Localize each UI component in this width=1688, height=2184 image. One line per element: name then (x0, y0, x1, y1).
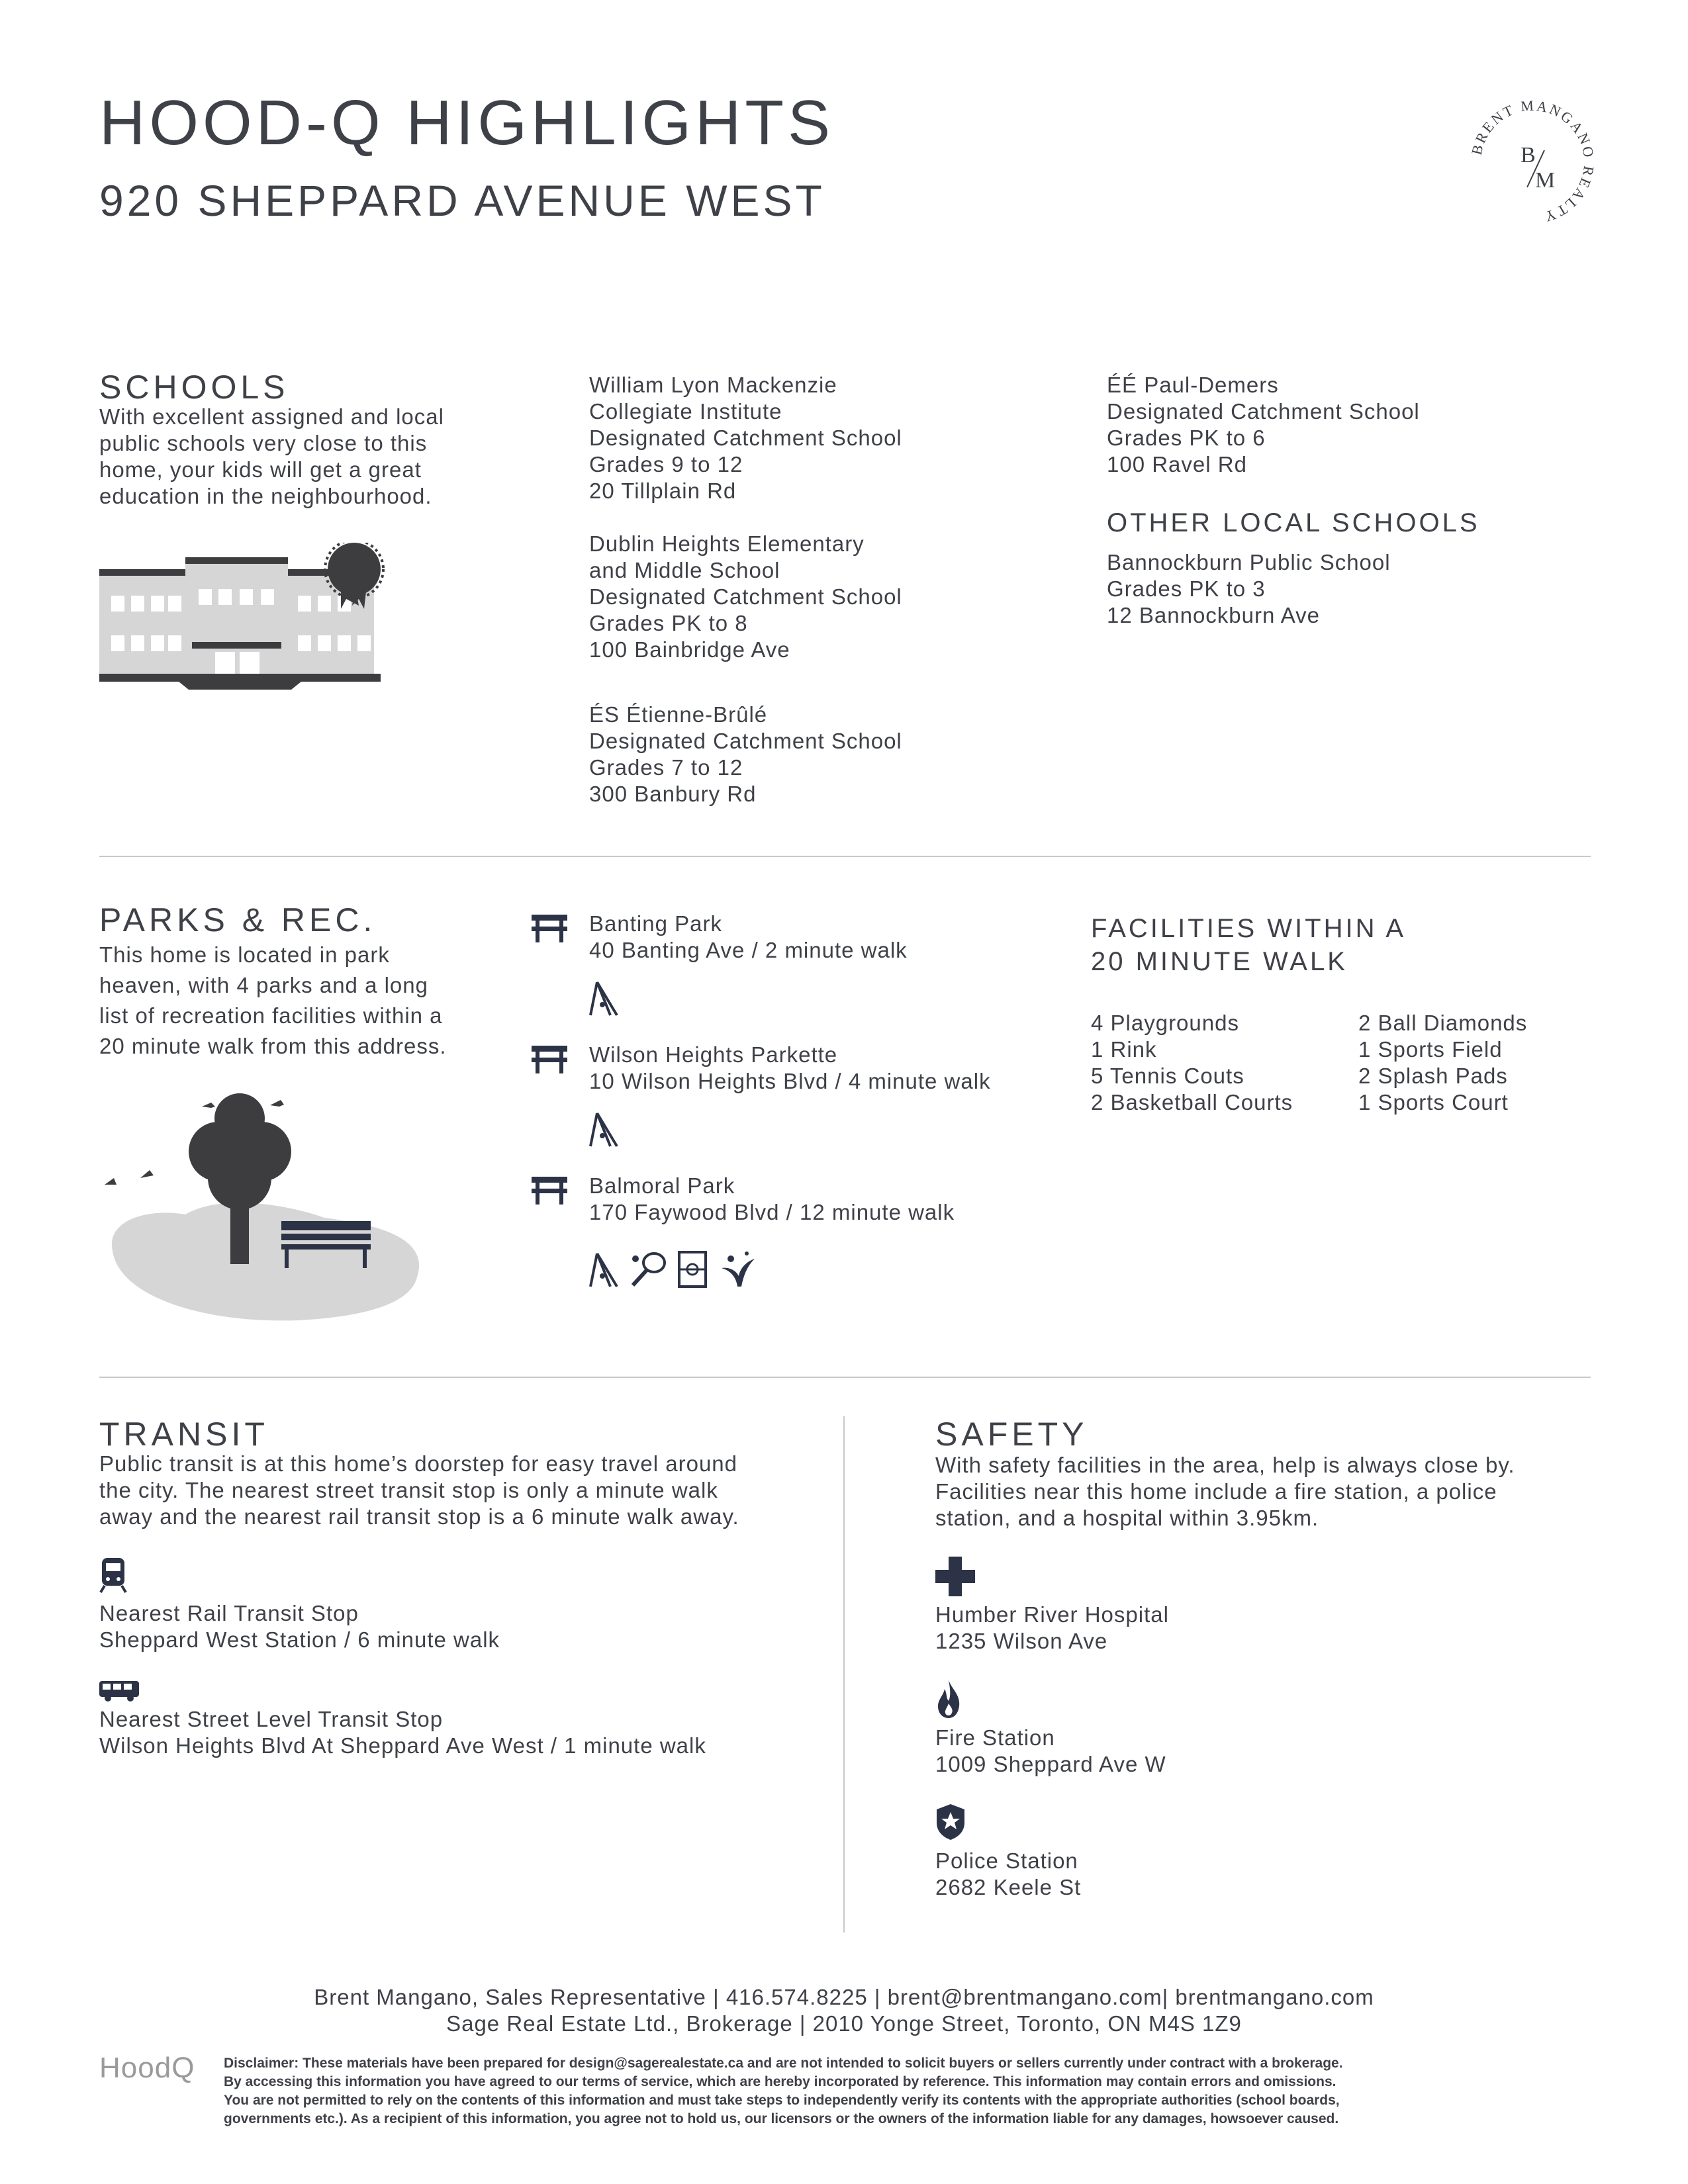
school-name-cont: and Middle School (589, 558, 780, 582)
column-divider (843, 1416, 845, 1933)
school-catchment: Designated Catchment School (589, 584, 902, 609)
safety-description (935, 1452, 1597, 1531)
rail-transit-stop (99, 1600, 500, 1653)
playground-icon (588, 1111, 620, 1148)
school-item (1107, 549, 1583, 629)
parks-description-line: list of recreation facilities within a (99, 1003, 443, 1028)
brand-logo (1466, 96, 1599, 228)
school-name: Dublin Heights Elementary (589, 531, 865, 556)
school-address: 100 Bainbridge Ave (589, 637, 790, 662)
park-detail: 10 Wilson Heights Blvd / 4 minute walk (589, 1069, 991, 1093)
school-name: Bannockburn Public School (1107, 550, 1391, 574)
fire-flame-icon (935, 1678, 962, 1719)
facility-item: 1 Sports Field (1358, 1037, 1503, 1062)
school-address: 100 Ravel Rd (1107, 452, 1247, 477)
park-detail: 170 Faywood Blvd / 12 minute walk (589, 1200, 955, 1224)
bus-icon (99, 1681, 139, 1702)
hospital-name: Humber River Hospital (935, 1602, 1169, 1627)
school-item (589, 531, 1053, 663)
rail-transit-detail: Sheppard West Station / 6 minute walk (99, 1627, 500, 1652)
street-transit-stop (99, 1706, 706, 1759)
police-badge-icon (935, 1803, 966, 1841)
picnic-table-icon (532, 1177, 567, 1205)
parks-description (99, 940, 523, 1062)
fire-station-item (935, 1725, 1166, 1778)
parks-heading: PARKS & REC. (99, 901, 377, 938)
playground-icon (588, 979, 620, 1017)
parks-description-line: 20 minute walk from this address. (99, 1034, 447, 1058)
transit-description-line: away and the nearest rail transit stop is a 6 minute walk away. (99, 1504, 739, 1529)
school-name: ÉÉ Paul-Demers (1107, 373, 1279, 397)
facility-item: 1 Rink (1091, 1037, 1157, 1062)
park-name: Wilson Heights Parkette (589, 1042, 838, 1067)
facility-item: 2 Splash Pads (1358, 1064, 1508, 1088)
picnic-table-icon (532, 1046, 567, 1073)
school-address: 300 Banbury Rd (589, 782, 757, 806)
park-name: Banting Park (589, 911, 722, 936)
school-address: 20 Tillplain Rd (589, 478, 737, 503)
logo-initial-b: B (1521, 143, 1536, 167)
park-amenities (588, 1111, 620, 1148)
hoodq-logo: HoodQ (99, 2052, 195, 2084)
police-station-item (935, 1848, 1081, 1901)
sports-field-icon (677, 1251, 708, 1288)
facility-item: 2 Ball Diamonds (1358, 1011, 1528, 1035)
tennis-icon (629, 1251, 667, 1288)
schools-description-line: education in the neighbourhood. (99, 484, 432, 508)
school-building-illustration (99, 543, 417, 702)
facility-item: 1 Sports Court (1358, 1090, 1509, 1115)
park-amenities (588, 1251, 756, 1288)
transit-description-line: the city. The nearest street transit stop is only a minute walk (99, 1478, 718, 1502)
school-catchment: Designated Catchment School (589, 426, 902, 450)
school-item (589, 702, 1053, 807)
police-station-name: Police Station (935, 1848, 1078, 1873)
hospital-cross-icon (935, 1557, 975, 1596)
facilities-list-right (1358, 1010, 1527, 1116)
school-name: William Lyon Mackenzie (589, 373, 837, 397)
hospital-item (935, 1602, 1169, 1655)
park-item (589, 1042, 991, 1095)
fire-station-address: 1009 Sheppard Ave W (935, 1752, 1166, 1776)
section-divider (99, 1377, 1591, 1378)
school-grades: Grades PK to 3 (1107, 576, 1266, 601)
schools-description (99, 404, 523, 510)
playground-icon (588, 1251, 620, 1288)
disclaimer-line: Disclaimer: These materials have been prepared for design@sagerealestate.ca and are not intended to solicit buyers or sellers currently under contract with a brokerage. (224, 2056, 1343, 2071)
page-title: HOOD-Q HIGHLIGHTS (99, 87, 835, 158)
disclaimer (224, 2054, 1594, 2128)
facilities-heading-line: FACILITIES WITHIN A (1091, 914, 1407, 943)
school-name: ÉS Étienne-Brûlé (589, 702, 768, 727)
park-item (589, 911, 908, 964)
park-item (589, 1173, 955, 1226)
safety-description-line: With safety facilities in the area, help is always close by. (935, 1453, 1515, 1477)
picnic-table-icon (532, 915, 567, 942)
transit-description-line: Public transit is at this home’s doorstep for easy travel around (99, 1451, 738, 1476)
police-station-address: 2682 Keele St (935, 1875, 1082, 1899)
school-catchment: Designated Catchment School (589, 729, 902, 753)
school-name-cont: Collegiate Institute (589, 399, 782, 424)
property-address: 920 SHEPPARD AVENUE WEST (99, 176, 825, 225)
contact-line: Brent Mangano, Sales Representative | 416.574.8225 | brent@brentmangano.com| brentmangano.com (314, 1985, 1374, 2009)
fire-station-name: Fire Station (935, 1725, 1055, 1750)
safety-heading: SAFETY (935, 1416, 1088, 1453)
facilities-list-left (1091, 1010, 1293, 1116)
disclaimer-line: You are not permitted to rely on the contents of this information and must take steps to independently verify its contents with the appropriate authorities (school boards, (224, 2093, 1340, 2108)
splash-pad-icon (718, 1251, 756, 1288)
schools-heading: SCHOOLS (99, 369, 289, 406)
school-grades: Grades 9 to 12 (589, 452, 743, 477)
school-item (589, 372, 1053, 504)
schools-description-line: With excellent assigned and local (99, 404, 444, 429)
safety-description-line: station, and a hospital within 3.95km. (935, 1506, 1319, 1530)
street-transit-detail: Wilson Heights Blvd At Sheppard Ave West / 1 minute walk (99, 1733, 706, 1758)
park-name: Balmoral Park (589, 1173, 735, 1198)
park-illustration (99, 1079, 430, 1324)
schools-description-line: public schools very close to this (99, 431, 428, 455)
hospital-address: 1235 Wilson Ave (935, 1629, 1108, 1653)
facility-item: 5 Tennis Couts (1091, 1064, 1244, 1088)
transit-description (99, 1451, 847, 1530)
other-schools-heading: OTHER LOCAL SCHOOLS (1107, 508, 1480, 537)
facilities-heading-line: 20 MINUTE WALK (1091, 947, 1348, 976)
park-amenities (588, 979, 620, 1017)
brokerage-line: Sage Real Estate Ltd., Brokerage | 2010 Yonge Street, Toronto, ON M4S 1Z9 (446, 2011, 1242, 2036)
parks-description-line: This home is located in park (99, 942, 390, 967)
school-address: 12 Bannockburn Ave (1107, 603, 1320, 627)
transit-heading: TRANSIT (99, 1416, 269, 1453)
street-transit-label: Nearest Street Level Transit Stop (99, 1707, 444, 1731)
park-detail: 40 Banting Ave / 2 minute walk (589, 938, 908, 962)
school-grades: Grades PK to 6 (1107, 426, 1266, 450)
school-item (1107, 372, 1583, 478)
contact-footer (0, 1984, 1688, 2037)
facilities-heading (1091, 912, 1406, 978)
safety-description-line: Facilities near this home include a fire station, a police (935, 1479, 1497, 1504)
logo-initial-m: M (1535, 168, 1556, 193)
disclaimer-line: governments etc.). As a recipient of this information, you agree not to hold us, our licensors or the owners of the information liable for any damages, howsoever caused. (224, 2111, 1339, 2126)
school-grades: Grades 7 to 12 (589, 755, 743, 780)
facility-item: 2 Basketball Courts (1091, 1090, 1293, 1115)
section-divider (99, 856, 1591, 857)
parks-description-line: heaven, with 4 parks and a long (99, 973, 428, 997)
schools-description-line: home, your kids will get a great (99, 457, 422, 482)
school-catchment: Designated Catchment School (1107, 399, 1420, 424)
facility-item: 4 Playgrounds (1091, 1011, 1239, 1035)
train-icon (99, 1557, 127, 1594)
logo-ring-text: BRENT MANGANO REALTY (1468, 97, 1598, 226)
rail-transit-label: Nearest Rail Transit Stop (99, 1601, 359, 1625)
disclaimer-line: By accessing this information you have agreed to our terms of service, which are hereby incorporated by reference. This information may contain errors and omissions. (224, 2074, 1336, 2089)
school-grades: Grades PK to 8 (589, 611, 748, 635)
